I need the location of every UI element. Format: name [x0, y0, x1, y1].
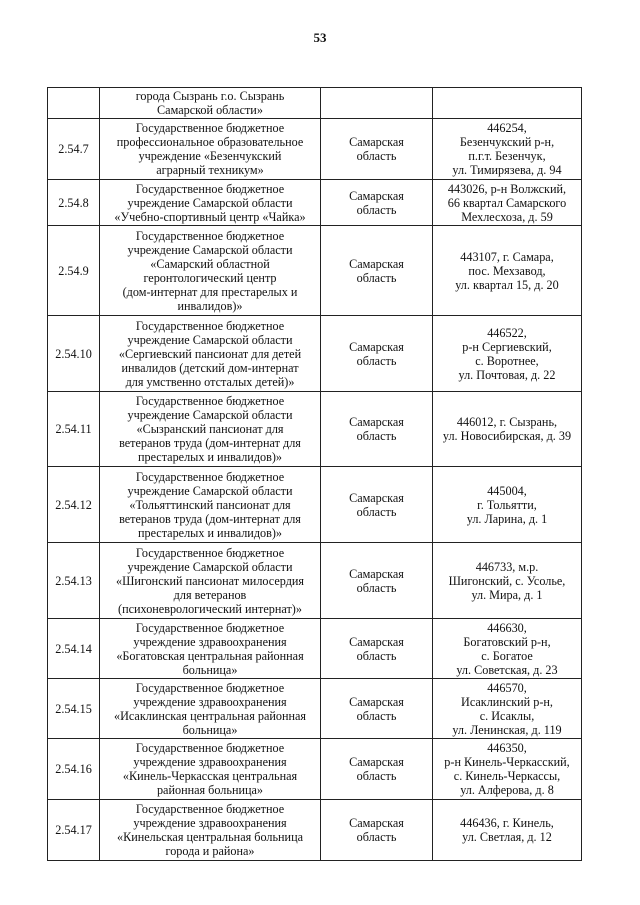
address-cell [433, 88, 582, 119]
address-cell: 446436, г. Кинель, ул. Светлая, д. 12 [433, 800, 582, 861]
address-cell: 446733, м.р. Шигонский, с. Усолье, ул. Мира, д. 1 [433, 543, 582, 619]
region-cell [321, 88, 433, 119]
address-cell: 446570, Исаклинский р-н, с. Исаклы, ул. Ленинская, д. 119 [433, 679, 582, 739]
row-number-cell: 2.54.9 [48, 226, 100, 316]
table-row [48, 739, 582, 800]
address-cell: 446254, Безенчукский р-н, п.г.т. Безенчук, ул. Тимирязева, д. 94 [433, 119, 582, 180]
address-cell: 446350, р-н Кинель-Черкасский, с. Кинель-Черкассы, ул. Алферова, д. 8 [433, 739, 582, 800]
table-row [48, 467, 582, 543]
address-cell: 446630, Богатовский р-н, с. Богатое ул. Советская, д. 23 [433, 619, 582, 679]
table-row [48, 316, 582, 392]
table-row [48, 180, 582, 226]
row-number-cell: 2.54.12 [48, 467, 100, 543]
row-number-cell: 2.54.14 [48, 619, 100, 679]
address-cell: 443107, г. Самара, пос. Мехзавод, ул. квартал 15, д. 20 [433, 226, 582, 316]
region-cell: Самарская область [321, 619, 433, 679]
institution-name-cell: Государственное бюджетное учреждение здравоохранения «Исаклинская центральная районная больница» [100, 679, 321, 739]
row-number-cell [48, 88, 100, 119]
row-number-cell: 2.54.8 [48, 180, 100, 226]
region-cell: Самарская область [321, 180, 433, 226]
region-cell: Самарская область [321, 392, 433, 467]
address-cell: 443026, р-н Волжский, 66 квартал Самарского Мехлесхоза, д. 59 [433, 180, 582, 226]
institution-name-cell: Государственное бюджетное учреждение Самарской области «Сергиевский пансионат для детей инвалидов (детский дом-интернат для умственно отсталых детей)» [100, 316, 321, 392]
page-number: 53 [313, 30, 327, 45]
row-number-cell: 2.54.17 [48, 800, 100, 861]
table-row [48, 392, 582, 467]
institution-name-cell: города Сызрань г.о. Сызрань Самарской области» [100, 88, 321, 119]
institution-name-cell: Государственное бюджетное учреждение Самарской области «Самарский областной геронтологический центр (дом-интернат для престарелых и инвалидов)» [100, 226, 321, 316]
row-number-cell: 2.54.7 [48, 119, 100, 180]
region-cell: Самарская область [321, 119, 433, 180]
row-number-cell: 2.54.10 [48, 316, 100, 392]
institution-name-cell: Государственное бюджетное учреждение Самарской области «Шигонский пансионат милосердия для ветеранов (психоневрологический интернат)» [100, 543, 321, 619]
institutions-table [47, 87, 582, 861]
table-row [48, 119, 582, 180]
institution-name-cell: Государственное бюджетное учреждение Самарской области «Учебно-спортивный центр «Чайка» [100, 180, 321, 226]
address-cell: 445004, г. Тольятти, ул. Ларина, д. 1 [433, 467, 582, 543]
institution-name-cell: Государственное бюджетное учреждение Самарской области «Сызранский пансионат для ветеранов труда (дом-интернат для престарелых и инвалидов)» [100, 392, 321, 467]
region-cell: Самарская область [321, 316, 433, 392]
row-number-cell: 2.54.15 [48, 679, 100, 739]
region-cell: Самарская область [321, 226, 433, 316]
row-number-cell: 2.54.16 [48, 739, 100, 800]
table-row [48, 226, 582, 316]
table-row [48, 88, 582, 119]
institution-name-cell: Государственное бюджетное учреждение здравоохранения «Кинель-Черкасская центральная районная больница» [100, 739, 321, 800]
table-row [48, 543, 582, 619]
institution-name-cell: Государственное бюджетное учреждение Самарской области «Тольяттинский пансионат для ветеранов труда (дом-интернат для престарелых и инвалидов)» [100, 467, 321, 543]
region-cell: Самарская область [321, 739, 433, 800]
table-row [48, 800, 582, 861]
address-cell: 446012, г. Сызрань, ул. Новосибирская, д. 39 [433, 392, 582, 467]
table-row [48, 679, 582, 739]
region-cell: Самарская область [321, 467, 433, 543]
region-cell: Самарская область [321, 543, 433, 619]
institution-name-cell: Государственное бюджетное учреждение здравоохранения «Богатовская центральная районная больница» [100, 619, 321, 679]
institution-name-cell: Государственное бюджетное учреждение здравоохранения «Кинельская центральная больница города и района» [100, 800, 321, 861]
institution-name-cell: Государственное бюджетное профессиональное образовательное учреждение «Безенчукский аграрный техникум» [100, 119, 321, 180]
row-number-cell: 2.54.11 [48, 392, 100, 467]
table-row [48, 619, 582, 679]
address-cell: 446522, р-н Сергиевский, с. Воротнее, ул. Почтовая, д. 22 [433, 316, 582, 392]
row-number-cell: 2.54.13 [48, 543, 100, 619]
region-cell: Самарская область [321, 679, 433, 739]
region-cell: Самарская область [321, 800, 433, 861]
